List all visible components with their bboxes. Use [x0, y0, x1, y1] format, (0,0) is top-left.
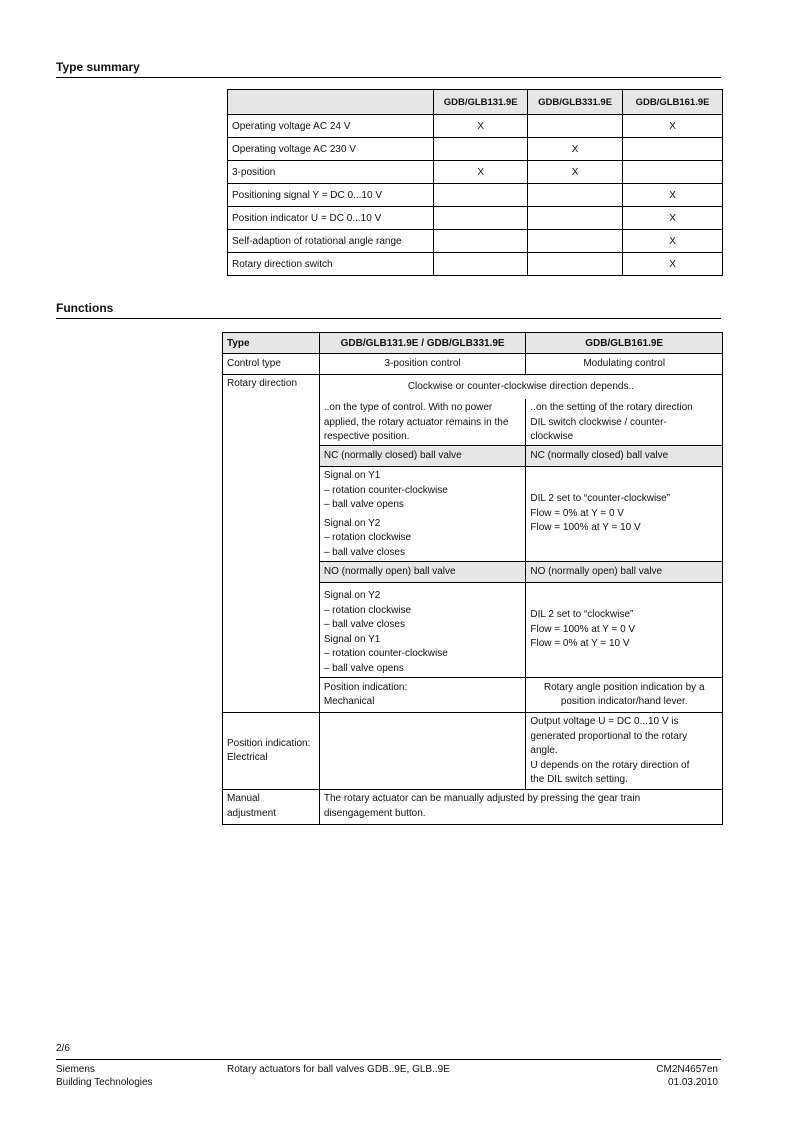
text-line: – ball valve opens — [323, 499, 404, 510]
table-row — [228, 138, 723, 161]
table-row — [228, 207, 723, 230]
table-row-control-type — [223, 354, 723, 375]
text-line: – ball valve opens — [323, 662, 404, 674]
text-line: – ball valve closes — [323, 546, 405, 558]
row-label: Operating voltage AC 24 V — [228, 115, 434, 138]
text-line: Electrical — [227, 752, 268, 763]
table-cell — [623, 161, 723, 184]
text-line: – rotation counter-clockwise — [323, 484, 448, 496]
row-label: 3-position — [228, 161, 434, 184]
table-cell — [526, 467, 723, 562]
table-row-position-electrical — [223, 713, 723, 790]
column-header: GDB/GLB161.9E — [623, 90, 723, 115]
text-line: Signal on Y1 — [323, 470, 381, 481]
text-line: Signal on Y2 — [323, 590, 381, 601]
text-line: respective position. — [323, 431, 410, 442]
text-line: – rotation clockwise — [323, 532, 412, 543]
text-line: Flow = 100% at Y = 0 V — [530, 623, 636, 635]
table-cell — [434, 207, 528, 230]
column-header: GDB/GLB161.9E — [526, 333, 723, 354]
text-line: disengagement button. — [323, 807, 426, 819]
table-cell — [319, 399, 526, 446]
text-line: – rotation counter-clockwise — [323, 648, 448, 659]
row-label: Operating voltage AC 230 V — [228, 138, 434, 161]
table-cell — [526, 713, 723, 790]
text-line: applied, the rotary actuator remains in the — [323, 416, 509, 428]
table-cell: X — [623, 253, 723, 276]
doc-number: CM2N4657en — [656, 1064, 718, 1075]
company-name: Siemens — [56, 1064, 95, 1075]
table-cell-no: NO (normally open) ball valve — [526, 562, 723, 583]
table-header-row — [223, 333, 723, 354]
row-label: Rotary direction — [223, 375, 320, 713]
table-cell — [528, 207, 623, 230]
functions-heading: Functions — [56, 301, 114, 315]
table-row — [228, 253, 723, 276]
section-divider — [56, 77, 721, 78]
text-line: the DIL switch setting. — [530, 774, 628, 785]
table-cell — [319, 467, 526, 562]
table-cell: Modulating control — [526, 354, 723, 375]
table-cell — [319, 790, 722, 825]
table-cell — [528, 230, 623, 253]
type-summary-heading: Type summary — [56, 60, 140, 74]
table-row — [228, 184, 723, 207]
table-cell — [623, 138, 723, 161]
text-line: U depends on the rotary direction of — [530, 759, 690, 771]
table-cell — [434, 230, 528, 253]
footer-doc-info — [656, 1063, 718, 1089]
table-cell: X — [434, 161, 528, 184]
footer-divider — [56, 1059, 721, 1060]
text-line: Position indication: — [227, 737, 311, 749]
row-label — [223, 790, 320, 825]
table-cell: 3-position control — [319, 354, 526, 375]
column-header: GDB/GLB331.9E — [528, 90, 623, 115]
table-cell: Rotary angle position indication by a position indicator/hand lever. — [526, 678, 723, 713]
text-line: adjustment — [227, 807, 276, 819]
table-cell — [528, 184, 623, 207]
table-cell: X — [434, 115, 528, 138]
text-line: Position indication: — [323, 681, 408, 693]
table-row — [228, 161, 723, 184]
type-summary-table — [227, 89, 723, 276]
table-cell: X — [623, 184, 723, 207]
text-line: Flow = 0% at Y = 10 V — [530, 638, 630, 650]
text-line: generated proportional to the rotary — [530, 730, 688, 742]
row-label — [319, 678, 526, 713]
section-divider — [56, 318, 721, 319]
text-line: The rotary actuator can be manually adjusted by pressing the gear train — [323, 793, 641, 804]
table-row — [228, 230, 723, 253]
text-line: ..on the type of control. With no power — [323, 402, 493, 413]
doc-date: 01.03.2010 — [667, 1077, 718, 1088]
text-line: DIL 2 set to “counter-clockwise” — [530, 493, 671, 505]
table-cell-no: NO (normally open) ball valve — [319, 562, 526, 583]
row-label: Positioning signal Y = DC 0...10 V — [228, 184, 434, 207]
table-cell: X — [528, 161, 623, 184]
footer-company — [56, 1063, 153, 1089]
text-line: clockwise — [530, 431, 574, 442]
text-line: Signal on Y2 — [323, 517, 381, 529]
table-row-rotary-direction — [223, 375, 723, 400]
table-cell-empty — [319, 713, 526, 790]
table-cell — [528, 115, 623, 138]
column-header: GDB/GLB131.9E / GDB/GLB331.9E — [319, 333, 526, 354]
table-row-manual-adjustment — [223, 790, 723, 825]
row-label — [223, 713, 320, 790]
text-line: Signal on Y1 — [323, 633, 381, 645]
table-cell — [319, 583, 526, 678]
table-cell: X — [528, 138, 623, 161]
text-line: Mechanical — [323, 696, 375, 707]
table-cell — [434, 138, 528, 161]
table-cell — [526, 583, 723, 678]
text-line: DIL 2 set to “clockwise” — [530, 609, 634, 621]
functions-table — [222, 332, 723, 825]
text-line: Manual — [227, 793, 260, 804]
text-line: Flow = 100% at Y = 10 V — [530, 522, 641, 534]
table-cell: X — [623, 115, 723, 138]
row-label: Position indicator U = DC 0...10 V — [228, 207, 434, 230]
row-label: Self-adaption of rotational angle range — [228, 230, 434, 253]
table-cell: X — [623, 207, 723, 230]
table-cell: X — [623, 230, 723, 253]
text-line: Flow = 0% at Y = 0 V — [530, 507, 624, 519]
footer-doc-title: Rotary actuators for ball valves GDB..9E, GLB..9E — [227, 1064, 450, 1075]
page-number: 2/6 — [56, 1043, 70, 1054]
row-label: Rotary direction switch — [228, 253, 434, 276]
table-cell-nc: NC (normally closed) ball valve — [319, 446, 526, 467]
table-cell — [528, 253, 623, 276]
table-cell — [434, 253, 528, 276]
text-line: – ball valve closes — [323, 619, 405, 630]
table-header-row — [228, 90, 723, 115]
text-line: DIL switch clockwise / counter- — [530, 416, 667, 428]
column-header-type: Type — [223, 333, 320, 354]
rotary-direction-intro: Clockwise or counter-clockwise direction depends.. — [319, 375, 722, 400]
text-line: Output voltage U = DC 0...10 V is — [530, 716, 679, 727]
division-name: Building Technologies — [56, 1077, 153, 1088]
row-label: Control type — [223, 354, 320, 375]
text-line: angle. — [530, 745, 558, 756]
text-line: – rotation clockwise — [323, 604, 412, 616]
column-header: GDB/GLB131.9E — [434, 90, 528, 115]
text-line: ..on the setting of the rotary direction — [530, 402, 693, 413]
table-cell — [434, 184, 528, 207]
table-cell-nc: NC (normally closed) ball valve — [526, 446, 723, 467]
header-empty-cell — [228, 90, 434, 115]
table-row — [228, 115, 723, 138]
table-cell — [526, 399, 723, 446]
